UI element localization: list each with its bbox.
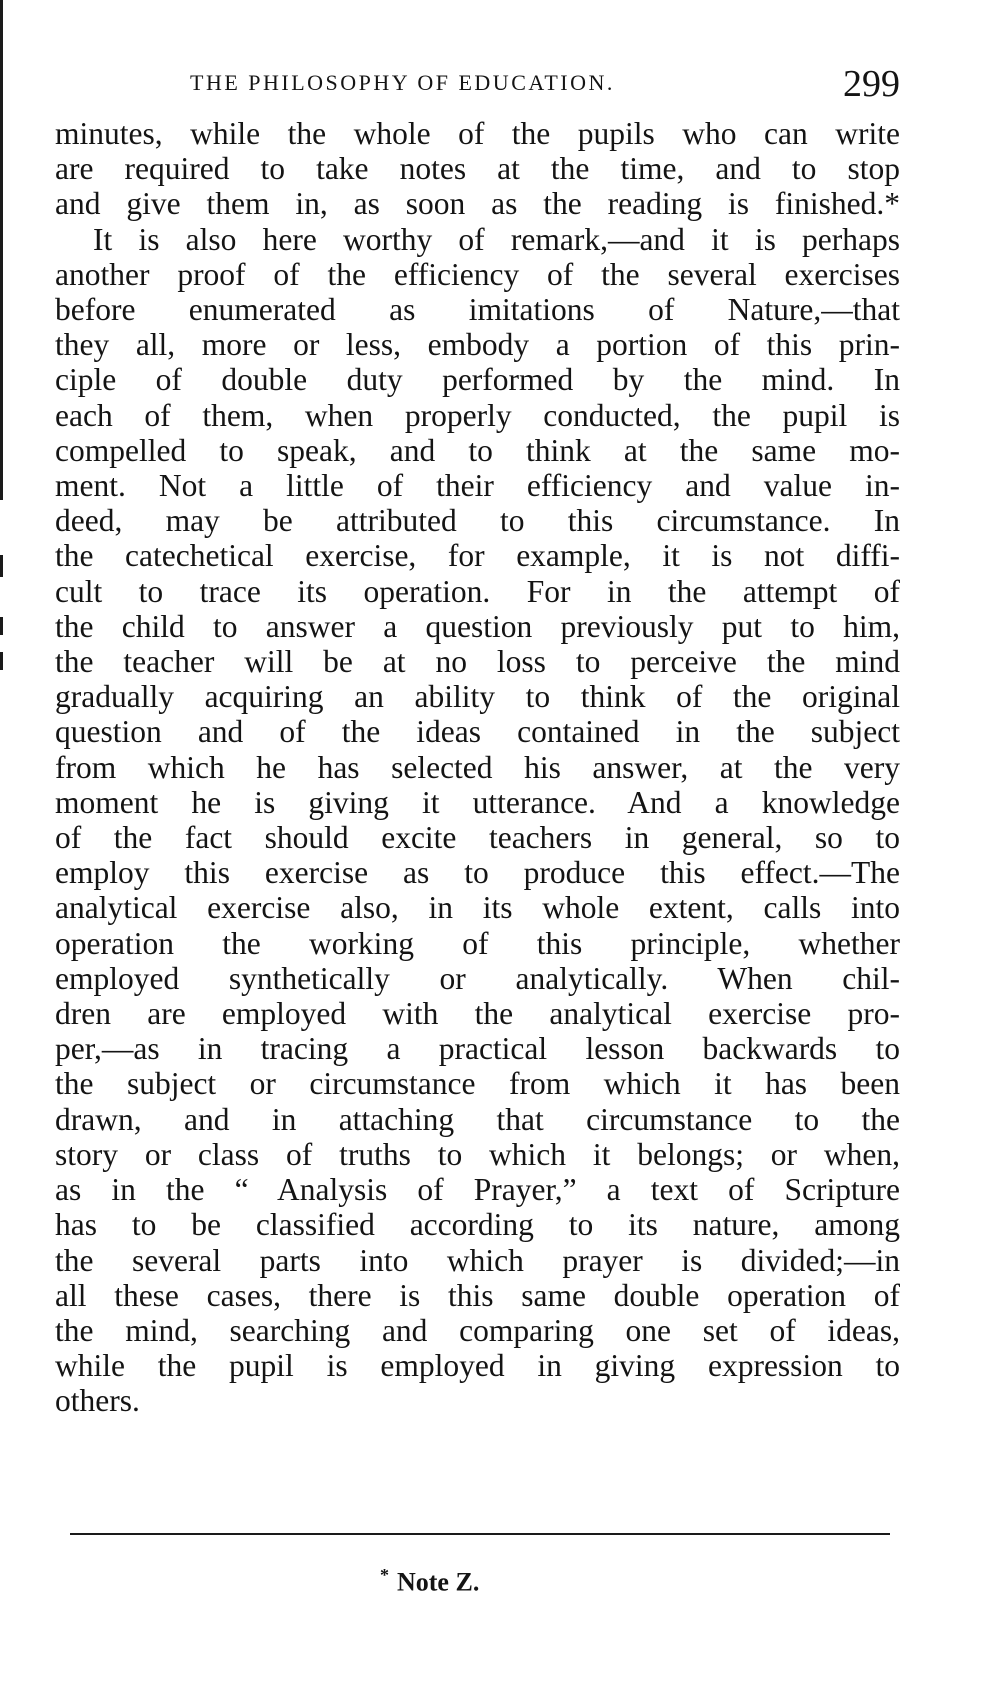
text-line: are required to take notes at the time, and to stop xyxy=(55,151,900,187)
text-line: the child to answer a question previously put to him, xyxy=(55,608,900,644)
page-binding-edge xyxy=(0,0,3,500)
text-line: moment he is giving it utterance. And a knowledge xyxy=(55,784,900,820)
page-edge-mark xyxy=(0,617,3,635)
text-line: operation the working of this principle, whether xyxy=(55,925,900,961)
text-line: cult to trace its operation. For in the attempt of xyxy=(55,573,900,609)
page-edge-mark xyxy=(0,652,3,670)
page-number: 299 xyxy=(843,63,900,105)
text-line: each of them, when properly conducted, the pupil is xyxy=(55,397,900,433)
footnote xyxy=(380,1565,479,1598)
text-line: employ this exercise as to produce this effect.—The xyxy=(55,855,900,891)
text-line: of the fact should excite teachers in general, so to xyxy=(55,820,900,856)
text-line: deed, may be attributed to this circumstance. In xyxy=(55,503,900,539)
text-line: per,—as in tracing a practical lesson backwards to xyxy=(55,1031,900,1067)
text-line: gradually acquiring an ability to think of the original xyxy=(55,679,900,715)
text-line: analytical exercise also, in its whole extent, calls into xyxy=(55,890,900,926)
text-line: while the pupil is employed in giving expression to xyxy=(55,1348,900,1384)
footnote-text: Note Z. xyxy=(397,1567,480,1597)
text-line: from which he has selected his answer, at the very xyxy=(55,749,900,785)
text-line: the teacher will be at no loss to perceive the mind xyxy=(55,644,900,680)
text-line: as in the “ Analysis of Prayer,” a text of Scripture xyxy=(55,1172,900,1208)
text-line: the mind, searching and comparing one set of ideas, xyxy=(55,1312,900,1348)
page-edge-mark xyxy=(0,555,3,577)
text-line: the catechetical exercise, for example, it is not diffi- xyxy=(55,538,900,574)
running-header xyxy=(160,62,900,106)
paragraph-end-line: others. xyxy=(55,1383,140,1419)
text-line: the several parts into which prayer is divided;—in xyxy=(55,1242,900,1278)
text-line: dren are employed with the analytical exercise pro- xyxy=(55,996,900,1032)
text-line: they all, more or less, embody a portion of this prin- xyxy=(55,327,900,363)
text-line: ciple of double duty performed by the mind. In xyxy=(55,362,900,398)
text-line: drawn, and in attaching that circumstance to the xyxy=(55,1101,900,1137)
text-line: story or class of truths to which it belongs; or when, xyxy=(55,1136,900,1172)
footnote-mark: * xyxy=(380,1565,389,1585)
text-line: minutes, while the whole of the pupils who can write xyxy=(55,116,900,151)
text-line: question and of the ideas contained in the subject xyxy=(55,714,900,750)
footnote-rule xyxy=(70,1533,890,1535)
running-title: THE PHILOSOPHY OF EDUCATION. xyxy=(190,70,615,95)
body-text xyxy=(55,116,900,1419)
text-line: has to be classified according to its nature, among xyxy=(55,1207,900,1243)
text-line: compelled to speak, and to think at the same mo- xyxy=(55,432,900,468)
paragraph-start-line: It is also here worthy of remark,—and it is perhaps xyxy=(93,221,900,257)
text-line: the subject or circumstance from which it has been xyxy=(55,1066,900,1102)
text-line: before enumerated as imitations of Nature,—that xyxy=(55,292,900,328)
text-line: and give them in, as soon as the reading is finished.* xyxy=(55,186,900,222)
text-line: ment. Not a little of their efficiency and value in- xyxy=(55,468,900,504)
text-line: all these cases, there is this same double operation of xyxy=(55,1277,900,1313)
text-line: another proof of the efficiency of the several exercises xyxy=(55,256,900,292)
text-line: employed synthetically or analytically. When chil- xyxy=(55,960,900,996)
